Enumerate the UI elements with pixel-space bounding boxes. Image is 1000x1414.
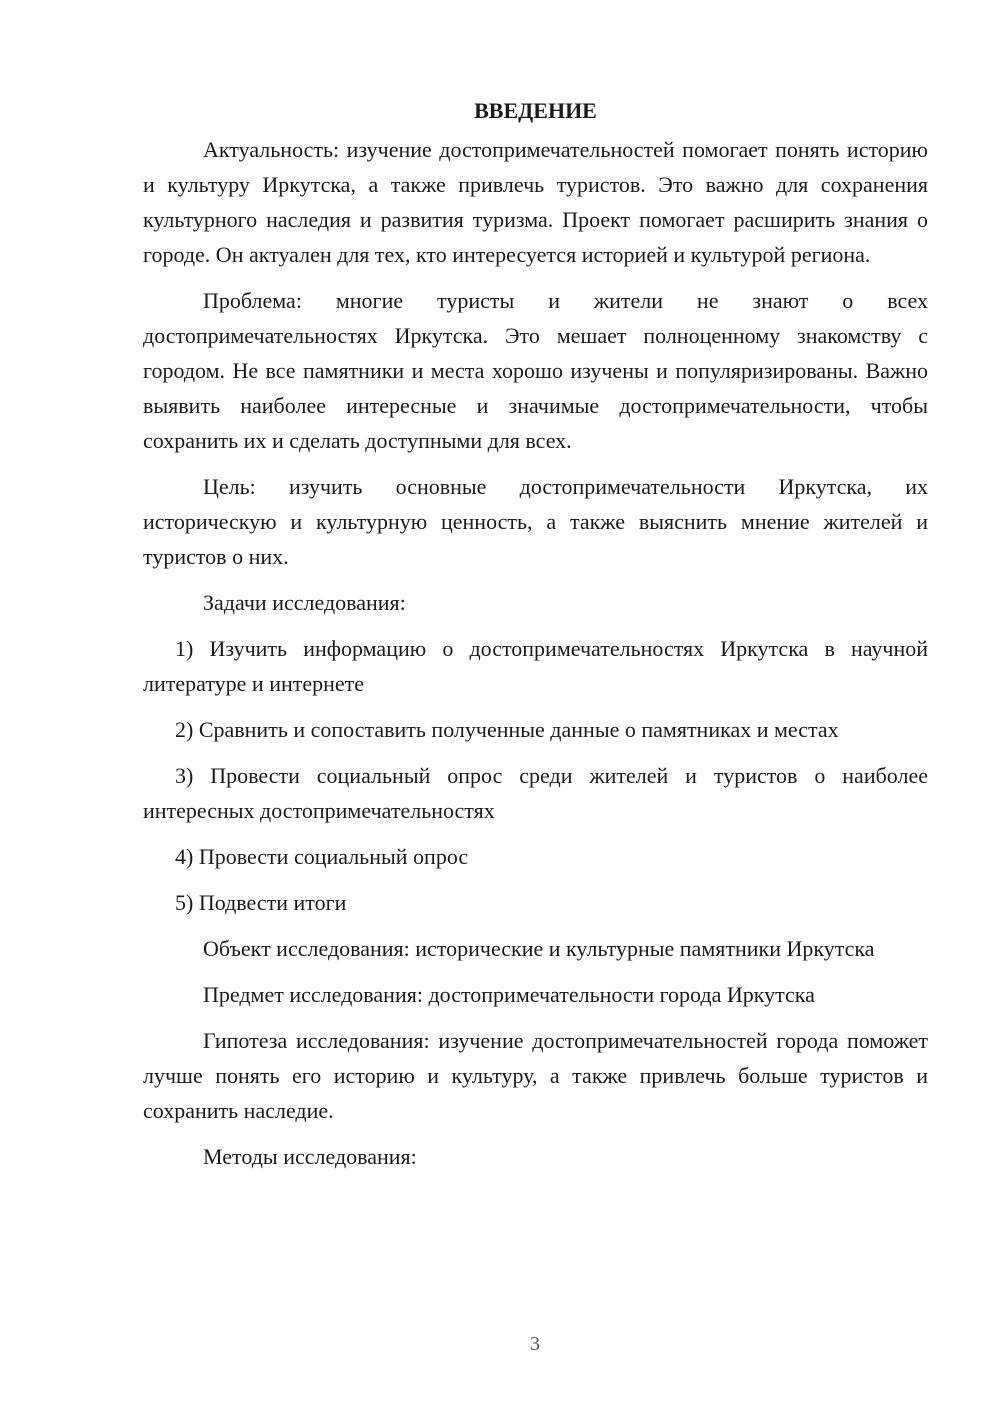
task-item-1: 1) Изучить информацию о достопримечательностях Иркутска в научной литературе и интернете: [143, 636, 928, 696]
document-page: [143, 96, 928, 1185]
problem-paragraph: Проблема: многие туристы и жители не знают о всех достопримечательностях Иркутска. Это мешает полноценному знакомству с городом. Не все памятники и места хорошо изучены и популяризированы. Важно выявить наиболее интересные и значимые достопримечательности, чтобы сохранить их и сделать доступными для всех.: [143, 288, 928, 453]
page-number: 3: [530, 1333, 540, 1355]
hypothesis-paragraph: Гипотеза исследования: изучение достопримечательностей города поможет лучше понять его историю и культуру, а также привлечь больше туристов и сохранить наследие.: [143, 1028, 928, 1123]
tasks-heading: Задачи исследования:: [203, 590, 406, 615]
subject-paragraph: Предмет исследования: достопримечательности города Иркутска: [203, 982, 815, 1007]
object-paragraph: Объект исследования: исторические и культурные памятники Иркутска: [203, 936, 875, 961]
task-item-2: 2) Сравнить и сопоставить полученные данные о памятниках и местах: [175, 717, 839, 742]
task-item-5: 5) Подвести итоги: [175, 890, 347, 915]
goal-paragraph: Цель: изучить основные достопримечательности Иркутска, их историческую и культурную ценность, а также выяснить мнение жителей и туристов о них.: [143, 474, 928, 569]
task-item-3: 3) Провести социальный опрос среди жителей и туристов о наиболее интересных достопримечательностях: [143, 763, 928, 823]
methods-heading: Методы исследования:: [203, 1144, 417, 1169]
task-item-4: 4) Провести социальный опрос: [175, 844, 469, 869]
relevance-paragraph: Актуальность: изучение достопримечательностей помогает понять историю и культуру Иркутска, а также привлечь туристов. Это важно для сохранения культурного наследия и развития туризма. Проект помогает расширить знания о городе. Он актуален для тех, кто интересуется историей и культурой региона.: [143, 137, 928, 267]
document-title: ВВЕДЕНИЕ: [474, 98, 597, 123]
